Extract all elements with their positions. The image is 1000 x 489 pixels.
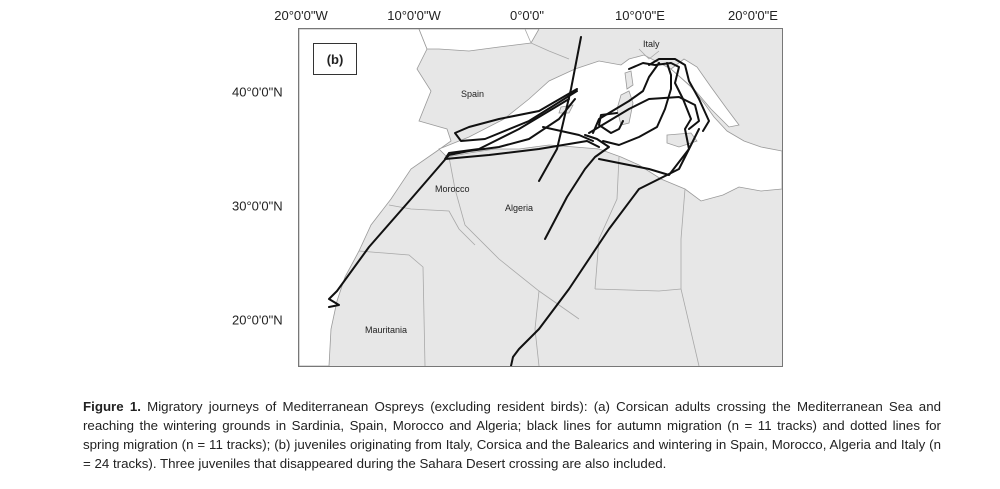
latitude-label-40n: 40°0'0"N: [232, 84, 283, 100]
longitude-label-20w: 20°0'0"W: [274, 8, 328, 23]
figure-label: Figure 1.: [83, 399, 141, 414]
longitude-label-0: 0°0'0": [510, 8, 544, 23]
place-label-italy: Italy: [643, 39, 660, 49]
longitude-label-20e: 20°0'0"E: [728, 8, 778, 23]
longitude-label-10w: 10°0'0"W: [387, 8, 441, 23]
place-label-spain: Spain: [461, 89, 485, 99]
map-canvas: [299, 29, 782, 366]
latitude-label-20n: 20°0'0"N: [232, 312, 283, 328]
place-label-mauritania: Mauritania: [365, 325, 408, 335]
place-label-morocco: Morocco: [435, 184, 470, 194]
place-label-algeria: Algeria: [505, 203, 534, 213]
panel-label: (b): [313, 43, 357, 75]
longitude-label-10e: 10°0'0"E: [615, 8, 665, 23]
latitude-label-30n: 30°0'0"N: [232, 198, 283, 214]
sea: [299, 29, 782, 366]
caption-text: Migratory journeys of Mediterranean Ospreys (excluding resident birds): (a) Corsican adults crossing the Mediterranean Sea and reaching the wintering grounds in Sardinia, Spain, Morocco and Algeria; black lines for autumn migration (n = 11 tracks) and dotted lines for spring migration (n = 11 tracks); (b) juveniles originating from Italy, Corsica and the Balearics and wintering in Spain, Morocco, Algeria and Italy (n = 24 tracks). Three juveniles that disappeared during the Sahara Desert crossing are also included.: [83, 399, 941, 471]
map-panel: [298, 28, 783, 367]
figure-caption: [83, 397, 941, 473]
